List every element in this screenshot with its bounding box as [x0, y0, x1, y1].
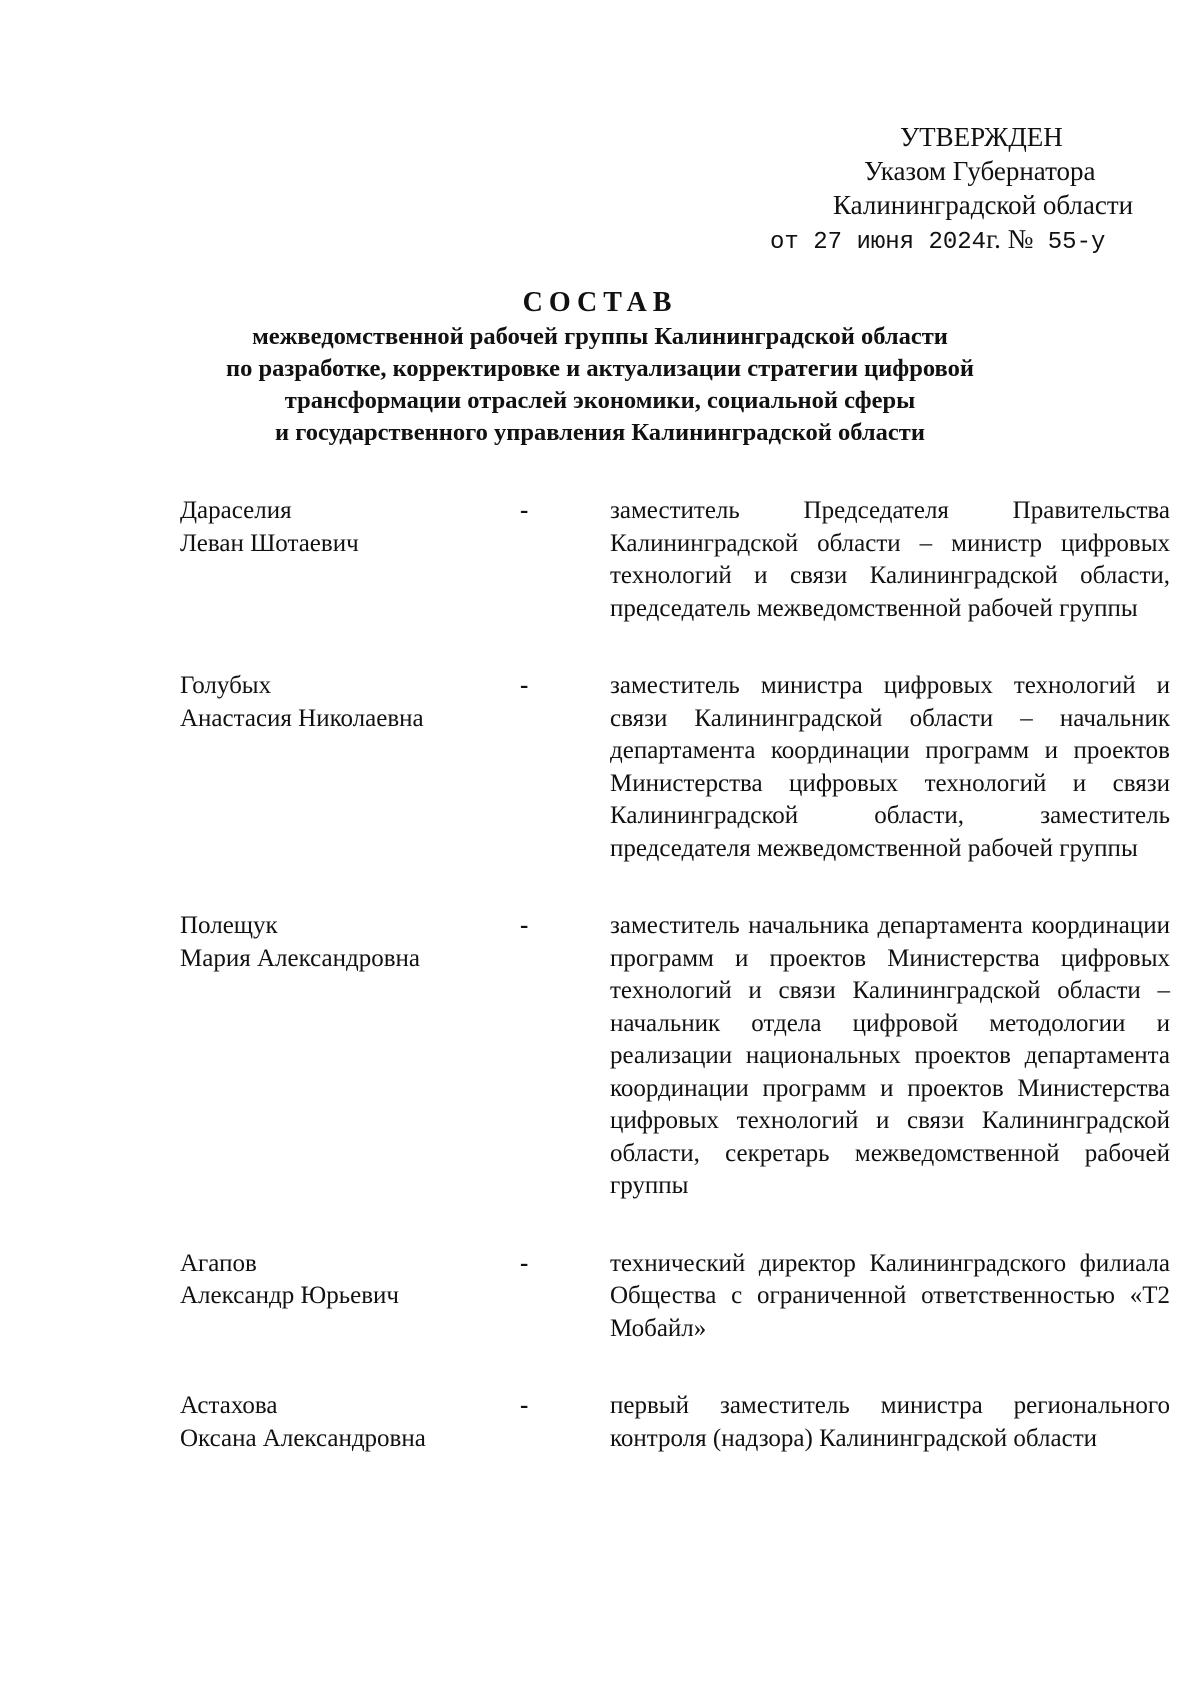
member-role: технический директор Калининградского филиала Общества с ограниченной ответственностью «Т2 Мобайл»	[610, 1249, 1170, 1342]
member-entry	[180, 910, 1170, 1203]
member-given-names: Анастасия Николаевна	[180, 704, 424, 732]
member-entry	[180, 1390, 1170, 1455]
date-year-suffix: г. №	[986, 224, 1034, 254]
member-dash: -	[520, 912, 529, 939]
member-given-names: Оксана Александровна	[180, 1424, 426, 1452]
member-name	[180, 1248, 520, 1346]
member-name	[180, 495, 520, 625]
approval-heading: УТВЕРЖДЕН	[900, 122, 1063, 152]
document-subtitle-line-2: по разработке, корректировке и актуализации стратегии цифровой	[226, 355, 974, 382]
approval-date-line	[700, 222, 1160, 260]
member-dash: -	[520, 497, 529, 524]
date-day: 27	[813, 229, 843, 256]
decree-number: 55-у	[1047, 229, 1106, 256]
member-entry	[180, 670, 1170, 865]
date-prefix: от	[770, 229, 799, 256]
member-surname: Астахова	[180, 1392, 278, 1419]
date-month: июня	[856, 229, 915, 256]
member-list	[180, 495, 1170, 1500]
member-entry	[180, 495, 1170, 625]
member-name	[180, 910, 520, 1203]
member-surname: Дараселия	[180, 497, 292, 524]
member-dash: -	[520, 1249, 529, 1277]
date-year: 2024	[928, 229, 987, 256]
member-entry	[180, 1248, 1170, 1346]
member-role: заместитель начальника департамента координации программ и проектов Министерства цифровых технологий и связи Калининградской области – начальник отдела цифровой методологии и реализации национальных проектов департамента координации программ и проектов Министерства цифровых технологий и связи Калининградской области, секретарь межведомственной рабочей группы	[610, 912, 1170, 1199]
document-subtitle-line-3: трансформации отраслей экономики, социальной сферы	[284, 387, 916, 414]
member-dash: -	[520, 1392, 529, 1419]
member-surname: Агапов	[180, 1249, 257, 1277]
approval-decree: Указом Губернатора	[864, 156, 1096, 186]
approval-stamp	[700, 120, 1160, 260]
member-given-names: Леван Шотаевич	[180, 529, 359, 557]
member-name	[180, 670, 520, 865]
member-role: заместитель Председателя Правительства Калининградской области – министр цифровых технологий и связи Калининградской области, председатель межведомственной рабочей группы	[610, 497, 1170, 622]
member-dash: -	[520, 672, 529, 699]
member-role: заместитель министра цифровых технологий и связи Калининградской области – начальник департамента координации программ и проектов Министерства цифровых технологий и связи Калининградской области, заместитель председателя межведомственной рабочей группы	[610, 672, 1170, 862]
document-subtitle-line-1: межведомственной рабочей группы Калининградской области	[252, 323, 948, 350]
member-surname: Голубых	[180, 672, 272, 699]
member-given-names: Александр Юрьевич	[180, 1282, 399, 1309]
member-surname: Полещук	[180, 912, 278, 939]
member-role: первый заместитель министра регионального контроля (надзора) Калининградской области	[610, 1392, 1170, 1452]
document-heading	[0, 285, 1200, 449]
document-subtitle-line-4: и государственного управления Калининградской области	[275, 419, 925, 446]
approval-region: Калининградской области	[833, 190, 1134, 220]
member-name	[180, 1390, 520, 1455]
member-given-names: Мария Александровна	[180, 944, 420, 972]
document-title: СОСТАВ	[522, 287, 678, 318]
